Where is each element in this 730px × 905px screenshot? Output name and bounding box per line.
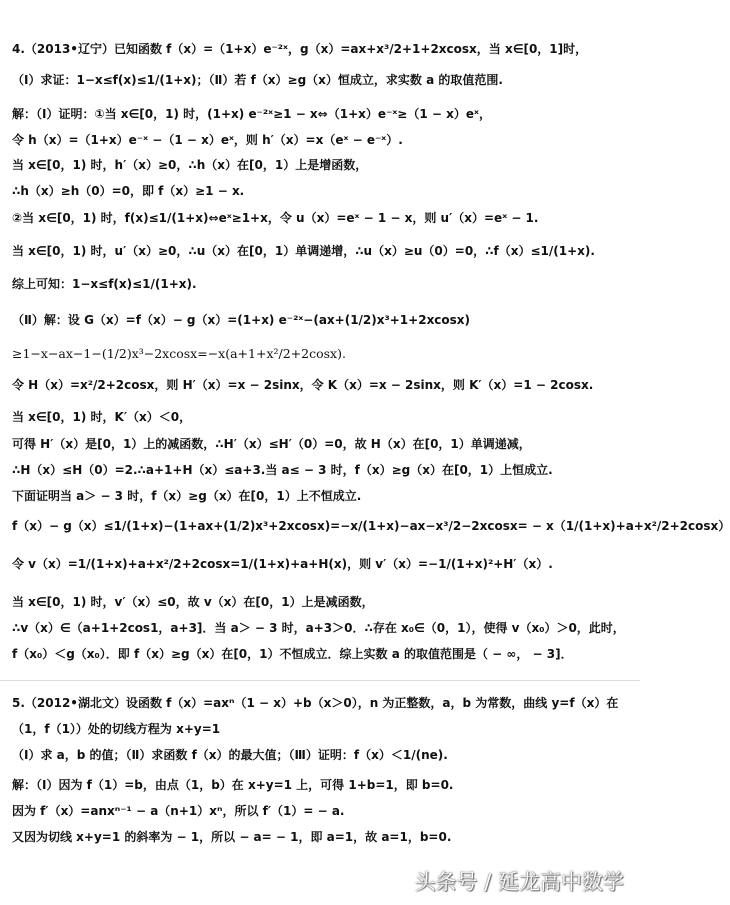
solution-line: 又因为切线 x+y=1 的斜率为 − 1，所以 − a= − 1，即 a=1，故 a=1，b=0. (12, 830, 452, 844)
solution-line: 综上可知：1−x≤f(x)≤1/(1+x). (12, 277, 197, 291)
solution-line: 当 x∈[0，1) 时，K′（x）＜0， (12, 410, 192, 424)
problem-5-header: 5.（2012•湖北文）设函数 f（x）=axⁿ（1 − x）+b（x＞0），n 为正整数，a，b 为常数，曲线 y=f（x）在 (12, 696, 619, 710)
solution-line: 令 h（x）=（1+x）e⁻ˣ −（1 − x）eˣ，则 h′（x）=x（eˣ − e⁻ˣ）. (12, 133, 403, 147)
solution-line: 当 x∈[0，1) 时，h′（x）≥0，∴h（x）在[0，1）上是增函数， (12, 158, 368, 172)
solution-line: 令 H（x）=x²/2+2cosx，则 H′（x）=x − 2sinx，令 K（x）=x − 2sinx，则 K′（x）=1 − 2cosx. (12, 378, 594, 392)
solution-line: ∴H（x）≤H（0）=2.∴a+1+H（x）≤a+3.当 a≤ − 3 时，f（x）≥g（x）在[0，1）上恒成立. (12, 463, 553, 477)
watermark: 头条号 / 延龙高中数学 (414, 870, 624, 894)
solution-line: ②当 x∈[0，1) 时，f(x)≤1/(1+x)⇔eˣ≥1+x，令 u（x）=eˣ − 1 − x，则 u′（x）=eˣ − 1. (12, 211, 539, 225)
problem-4-header: 4.（2013•辽宁）已知函数 f（x）=（1+x）e⁻²ˣ，g（x）=ax+x³/2+1+2xcosx，当 x∈[0，1]时， (12, 42, 588, 56)
solution-line: 解：（Ⅰ）因为 f（1）=b，由点（1，b）在 x+y=1 上，可得 1+b=1，即 b=0. (12, 778, 454, 792)
solution-line: 当 x∈[0，1) 时，v′（x）≤0，故 v（x）在[0，1）上是减函数， (12, 595, 374, 609)
solution-line: 当 x∈[0，1) 时，u′（x）≥0，∴u（x）在[0，1）单调递增，∴u（x）≥u（0）=0，∴f（x）≤1/(1+x). (12, 244, 595, 258)
solution-line: 解：（Ⅰ）证明：①当 x∈[0，1) 时，(1+x) e⁻²ˣ≥1 − x⇔（1+x）e⁻ˣ≥（1 − x）eˣ， (12, 107, 491, 121)
solution-line: 下面证明当 a＞ − 3 时，f（x）≥g（x）在[0，1）上不恒成立. (12, 489, 362, 503)
solution-line: ≥1−x−ax−1−(1/2)x³−2xcosx=−x(a+1+x²/2+2cosx). (12, 346, 346, 361)
solution-line: 可得 H′（x）是[0，1）上的减函数，∴H′（x）≤H′（0）=0，故 H（x）在[0，1）单调递减， (12, 437, 531, 451)
solution-line: 令 v（x）=1/(1+x)+a+x²/2+2cosx=1/(1+x)+a+H(x)，则 v′（x）=−1/(1+x)²+H′（x）. (12, 557, 553, 571)
solution-line: （Ⅱ）解：设 G（x）=f（x）− g（x）=(1+x) e⁻²ˣ−(ax+(1/2)x³+1+2xcosx) (12, 313, 471, 327)
solution-line: ∴v（x）∈（a+1+2cos1，a+3]．当 a＞ − 3 时，a+3＞0．∴存在 x₀∈（0，1），使得 v（x₀）＞0，此时， (12, 621, 625, 635)
problem-5-tasks: （Ⅰ）求 a，b 的值；（Ⅱ）求函数 f（x）的最大值；（Ⅲ）证明：f（x）＜1/(ne). (12, 748, 448, 762)
solution-line: 因为 f′（x）=anxⁿ⁻¹ − a（n+1）xⁿ，所以 f′（1）= − a. (12, 804, 345, 818)
solution-line: ∴h（x）≥h（0）=0，即 f（x）≥1 − x. (12, 184, 245, 198)
section-divider (0, 680, 640, 681)
solution-line: f（x）− g（x）≤1/(1+x)−(1+ax+(1/2)x³+2xcosx)=−x/(1+x)−ax−x³/2−2xcosx= − x（1/(1+x)+a+x²/2+2cosx） (12, 519, 730, 533)
problem-4-tasks: （Ⅰ）求证：1−x≤f(x)≤1/(1+x)；（Ⅱ）若 f（x）≥g（x）恒成立，求实数 a 的取值范围. (12, 73, 503, 87)
problem-5-text: （1，f（1））处的切线方程为 x+y=1 (12, 722, 221, 736)
solution-line: f（x₀）＜g（x₀）．即 f（x）≥g（x）在[0，1）不恒成立．综上实数 a 的取值范围是（ − ∞， − 3]． (12, 647, 573, 661)
